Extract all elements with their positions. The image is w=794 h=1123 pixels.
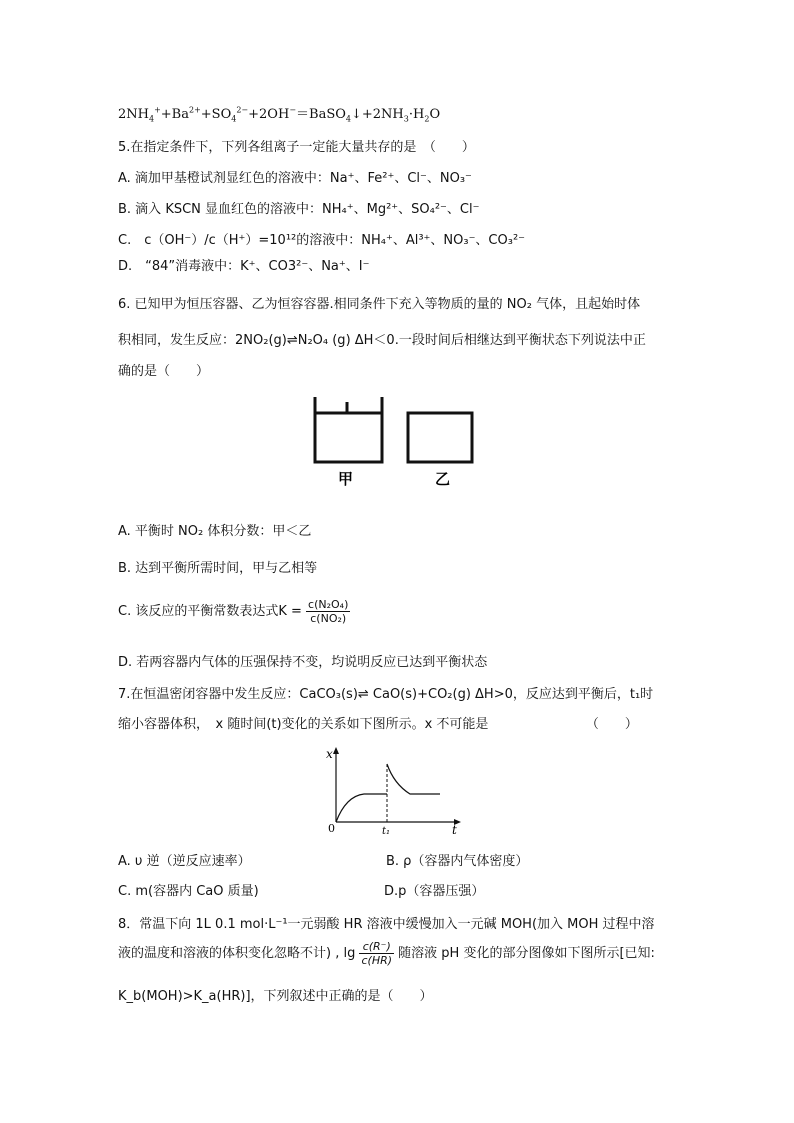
container-diagram — [300, 392, 490, 492]
q6-line-2: 积相同，发生反应：2NO₂(g)⇌N₂O₄ (g) ΔH＜0.一段时间后相继达到平衡状态下列说法中正 — [118, 333, 646, 348]
q6-option-d: D. 若两容器内气体的压强保持不变，均说明反应已达到平衡状态 — [118, 655, 488, 670]
q7-option-a: A. υ 逆（逆反应速率） — [118, 854, 251, 869]
q7-option-d: D.p（容器压强） — [384, 884, 485, 899]
q8-line-3: K_b(MOH)>K_a(HR)]，下列叙述中正确的是（ ） — [118, 989, 433, 1004]
q6-option-c: C. 该反应的平衡常数表达式K = $\frac{\text{c(N₂O₄)}}{\text{c(NO₂)}}$ — [118, 598, 349, 625]
q6-line-1: 6. 已知甲为恒压容器、乙为恒容容器.相同条件下充入等物质的量的 NO₂ 气体，且起始时体 — [118, 297, 641, 312]
label-jia: 甲 — [338, 470, 354, 488]
ionic-equation: $2NH_4^++Ba^{2+}+SO_4^{2-}+2OH^-=BaSO_4↓+2NH_3\cdot H_2O$ — [118, 105, 441, 124]
t1-label: t₁ — [382, 826, 391, 836]
q6-option-b: B. 达到平衡所需时间，甲与乙相等 — [118, 561, 318, 576]
q7-line-2: 缩小容器体积， x 随时间(t)变化的关系如下图所示。x 不可能是 （ ） — [118, 717, 638, 732]
q8-line-2: 液的温度和溶液的体积变化忽略不计) , lg $\frac{c(R^-)}{c(HR)}$ 随溶液 pH 变化的部分图像如下图所示[已知: — [118, 940, 655, 967]
container-yi — [408, 413, 472, 462]
q7-line-1: 7.在恒温密闭容器中发生反应：CaCO₃(s)⇌ CaO(s)+CO₂(g) ΔH>0，反应达到平衡后，t₁时 — [118, 687, 654, 702]
x-axis-label: t — [452, 823, 457, 836]
q8-line-1: 8．常温下向 1L 0.1 mol·L⁻¹一元弱酸 HR 溶液中缓慢加入一元碱 MOH(加入 MOH 过程中溶 — [118, 917, 655, 932]
q5-option-c: C. c（OH⁻）/c（H⁺）=10¹²的溶液中：NH₄⁺、Al³⁺、NO₃⁻、CO₃²⁻ — [118, 233, 526, 248]
x-curve-initial — [336, 794, 387, 822]
label-yi: 乙 — [435, 470, 451, 488]
q5-stem: 5.在指定条件下，下列各组离子一定能大量共存的是 （ ） — [118, 140, 475, 155]
x-curve-after-t1 — [387, 764, 440, 794]
origin-label: 0 — [328, 822, 335, 835]
equilibrium-constant-fraction: $\frac{\text{c(N₂O₄)}}{\text{c(NO₂)}}$ — [308, 598, 349, 625]
x-t-graph — [318, 744, 468, 836]
q6-option-a: A. 平衡时 NO₂ 体积分数：甲＜乙 — [118, 524, 312, 539]
q6-line-3: 确的是（ ） — [118, 364, 210, 379]
q5-option-d: D. “84”消毒液中：K⁺、CO3²⁻、Na⁺、I⁻ — [118, 259, 370, 274]
q5-option-b: B. 滴入 KSCN 显血红色的溶液中：NH₄⁺、Mg²⁺、SO₄²⁻、Cl⁻ — [118, 202, 480, 217]
log-ratio-fraction: $\frac{c(R^-)}{c(HR)}$ — [361, 940, 393, 967]
q7-option-c: C. m(容器内 CaO 质量) — [118, 884, 259, 899]
q7-option-b: B. ρ（容器内气体密度） — [386, 854, 529, 869]
y-axis-label: x — [326, 747, 333, 761]
q5-option-a: A. 滴加甲基橙试剂显红色的溶液中：Na⁺、Fe²⁺、Cl⁻、NO₃⁻ — [118, 171, 472, 186]
